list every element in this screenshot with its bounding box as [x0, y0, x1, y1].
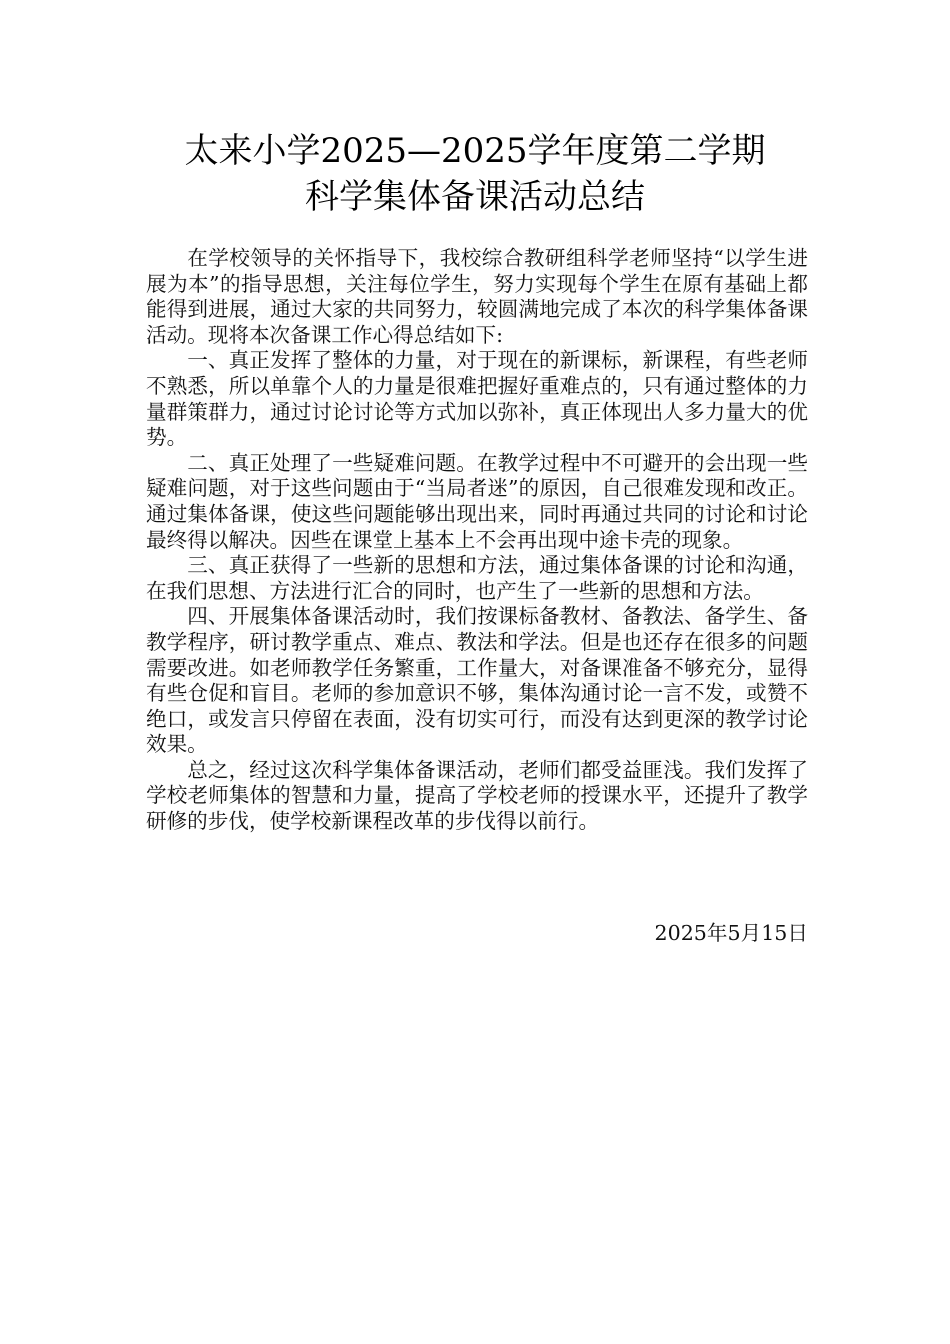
paragraph-point-4: 四、开展集体备课活动时，我们按课标备教材、备教法、备学生、备教学程序，研讨教学重点、难点、教法和学法。但是也还存在很多的问题需要改进。如老师教学任务繁重，工作量大，对备课准备不够充分，显得有些仓促和盲目。老师的参加意识不够，集体沟通讨论一言不发，或赞不绝口，或发言只停留在表面，没有切实可行，而没有达到更深的教学讨论效果。: [146, 604, 808, 757]
document-title: [0, 128, 950, 220]
document-date: 2025年5月15日: [654, 921, 808, 945]
title-line-2: 科学集体备课活动总结: [305, 177, 645, 217]
paragraph-point-1: 一、真正发挥了整体的力量，对于现在的新课标，新课程，有些老师不熟悉，所以单靠个人的力量是很难把握好重难点的，只有通过整体的力量群策群力，通过讨论讨论等方式加以弥补，真正体现出人多力量大的优势。: [146, 348, 808, 450]
paragraph-intro: 在学校领导的关怀指导下，我校综合教研组科学老师坚持“以学生进展为本”的指导思想，关注每位学生，努力实现每个学生在原有基础上都能得到进展，通过大家的共同努力，较圆满地完成了本次的科学集体备课活动。现将本次备课工作心得总结如下:: [146, 246, 808, 347]
document-body: [146, 246, 808, 835]
paragraph-conclusion: 总之，经过这次科学集体备课活动，老师们都受益匪浅。我们发挥了学校老师集体的智慧和力量，提高了学校老师的授课水平，还提升了教学研修的步伐，使学校新课程改革的步伐得以前行。: [146, 757, 808, 834]
title-line-1: 太来小学2025—2025学年度第二学期: [184, 131, 766, 171]
paragraph-point-3: 三、真正获得了一些新的思想和方法，通过集体备课的讨论和沟通，在我们思想、方法进行汇合的同时，也产生了一些新的思想和方法。: [146, 553, 808, 603]
paragraph-point-2: 二、真正处理了一些疑难问题。在教学过程中不可避开的会出现一些疑难问题，对于这些问题由于“当局者迷”的原因，自己很难发现和改正。通过集体备课，使这些问题能够出现出来，同时再通过共同的讨论和讨论最终得以解决。因些在课堂上基本上不会再出现中途卡壳的现象。: [146, 450, 808, 552]
